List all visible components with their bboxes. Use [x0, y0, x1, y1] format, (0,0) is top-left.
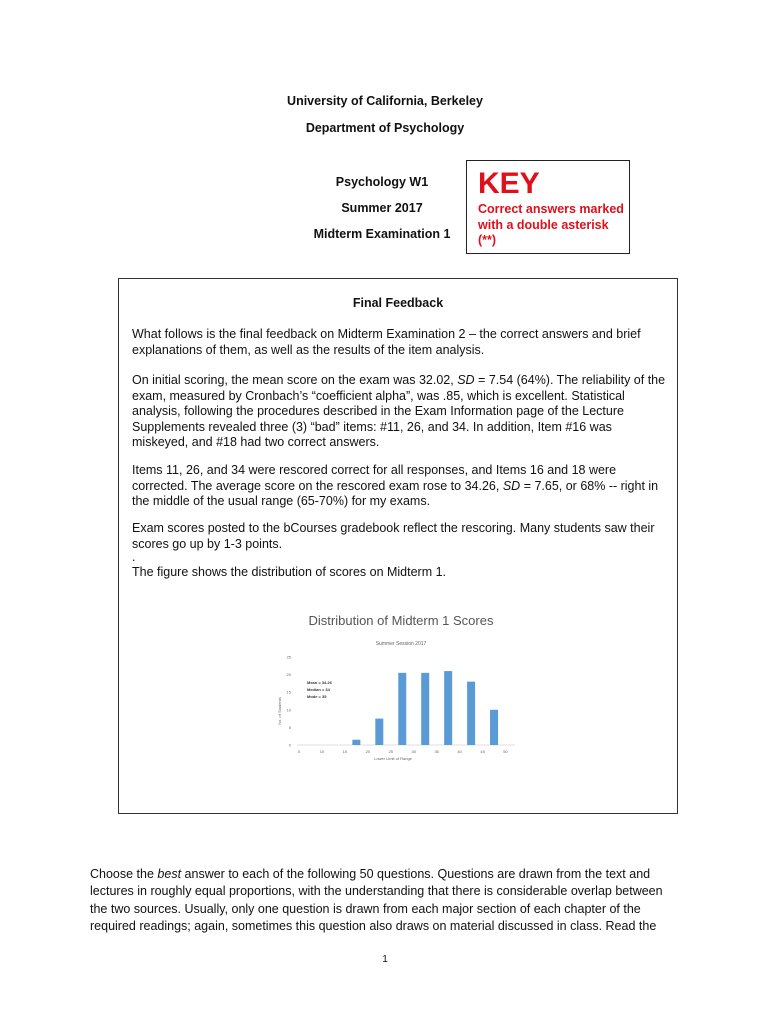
median-annotation: Median = 34 [307, 687, 330, 692]
y-tick-label: 0 [288, 742, 291, 748]
instructions-text-a: Choose the [90, 867, 154, 881]
x-axis-label: Lower Limit of Range [374, 756, 412, 761]
x-tick-label: 0 [297, 749, 301, 754]
course-name: Psychology W1 [335, 175, 429, 189]
university-name: University of California, Berkeley [287, 94, 483, 108]
final-feedback-box [118, 278, 678, 814]
mode-annotation: Mode = 35 [307, 694, 327, 699]
figure-caption: The figure shows the distribution of scores on Midterm 1. [132, 565, 447, 579]
instructions-emphasis: best [157, 867, 182, 881]
instructions-text-b: answer to each of the following 50 questions. Questions are drawn from the text and lectures in roughly equal proportions, with the understanding that there is considerable overlap between the two sources. Usually, only one question is drawn from each major section of each chapter of the required readings; again, sometimes this question also draws on material discussed in class. Read the [90, 867, 663, 933]
chart-title: Distribution of Midterm 1 Scores [308, 613, 494, 628]
x-tick-label: 35 [434, 749, 439, 754]
bar-15 [352, 740, 360, 745]
initial-scoring-text-a: On initial scoring, the mean score on the exam was 32.02, [132, 373, 454, 387]
key-description: Correct answers marked with a double asterisk (**) [478, 202, 624, 247]
score-distribution-chart [269, 605, 533, 765]
rescoring-paragraph [132, 463, 666, 510]
answer-key-box [466, 160, 630, 254]
stray-dot: . [132, 550, 136, 564]
y-tick-label: 25 [286, 654, 291, 660]
initial-scoring-paragraph [132, 373, 666, 451]
feedback-intro-paragraph: What follows is the final feedback on Midterm Examination 2 – the correct answers and brief explanations of them, as well as the results of the item analysis. [132, 327, 641, 357]
bar-40 [467, 682, 475, 745]
gradebook-paragraph: Exam scores posted to the bCourses gradebook reflect the rescoring. Many students saw their scores go up by 1-3 points. [132, 521, 655, 551]
sd-label: SD [457, 373, 475, 387]
department-name: Department of Psychology [305, 121, 465, 135]
page-number: 1 [382, 954, 388, 965]
bar-45 [490, 710, 498, 745]
x-tick-label: 50 [503, 749, 508, 754]
x-tick-label: 20 [365, 749, 371, 754]
y-axis-label: No. of Students [277, 697, 282, 725]
x-tick-label: 15 [342, 749, 348, 754]
mean-annotation: Mean = 34.26 [307, 680, 332, 685]
rescoring-text-a: Items 11, 26, and 34 were rescored correct for all responses, and Items 16 and 18 were corrected. The average score on the rescored exam rose to 34.26, [132, 463, 617, 493]
chart-subtitle: Summer Session 2017 [375, 641, 427, 647]
x-tick-label: 45 [480, 749, 485, 754]
y-tick-label: 15 [286, 689, 291, 695]
y-tick-label: 20 [286, 672, 291, 678]
bar-25 [398, 673, 406, 745]
y-tick-label: 5 [288, 724, 291, 730]
bar-35 [444, 671, 452, 745]
exam-name: Midterm Examination 1 [313, 227, 451, 241]
rescoring-text-b: = 7.65, or 68% -- right in the middle of the usual range (65-70%) for my exams. [132, 478, 659, 508]
feedback-title: Final Feedback [352, 296, 444, 310]
term: Summer 2017 [341, 201, 423, 215]
y-tick-label: 10 [286, 707, 291, 713]
key-title: KEY [478, 167, 540, 200]
x-tick-label: 30 [411, 749, 416, 754]
bar-20 [375, 719, 383, 745]
instructions-paragraph [90, 866, 680, 935]
x-tick-label: 40 [457, 749, 462, 754]
x-tick-label: 25 [388, 749, 394, 754]
bar-30 [421, 673, 429, 745]
initial-scoring-text-b: = 7.54 (64%). The reliability of the exam, measured by Cronbach’s “coefficient alpha”, was .85, which is excellent. Statistical analysis, following the procedures described in the Exam Information page of the Lecture Supplements revealed three (3) “bad” items: #11, 26, and 34. In addition, Item #16 was miskeyed, and #18 had two correct answers. [132, 373, 666, 449]
sd-label: SD [502, 478, 521, 493]
x-tick-label: 10 [319, 749, 325, 754]
